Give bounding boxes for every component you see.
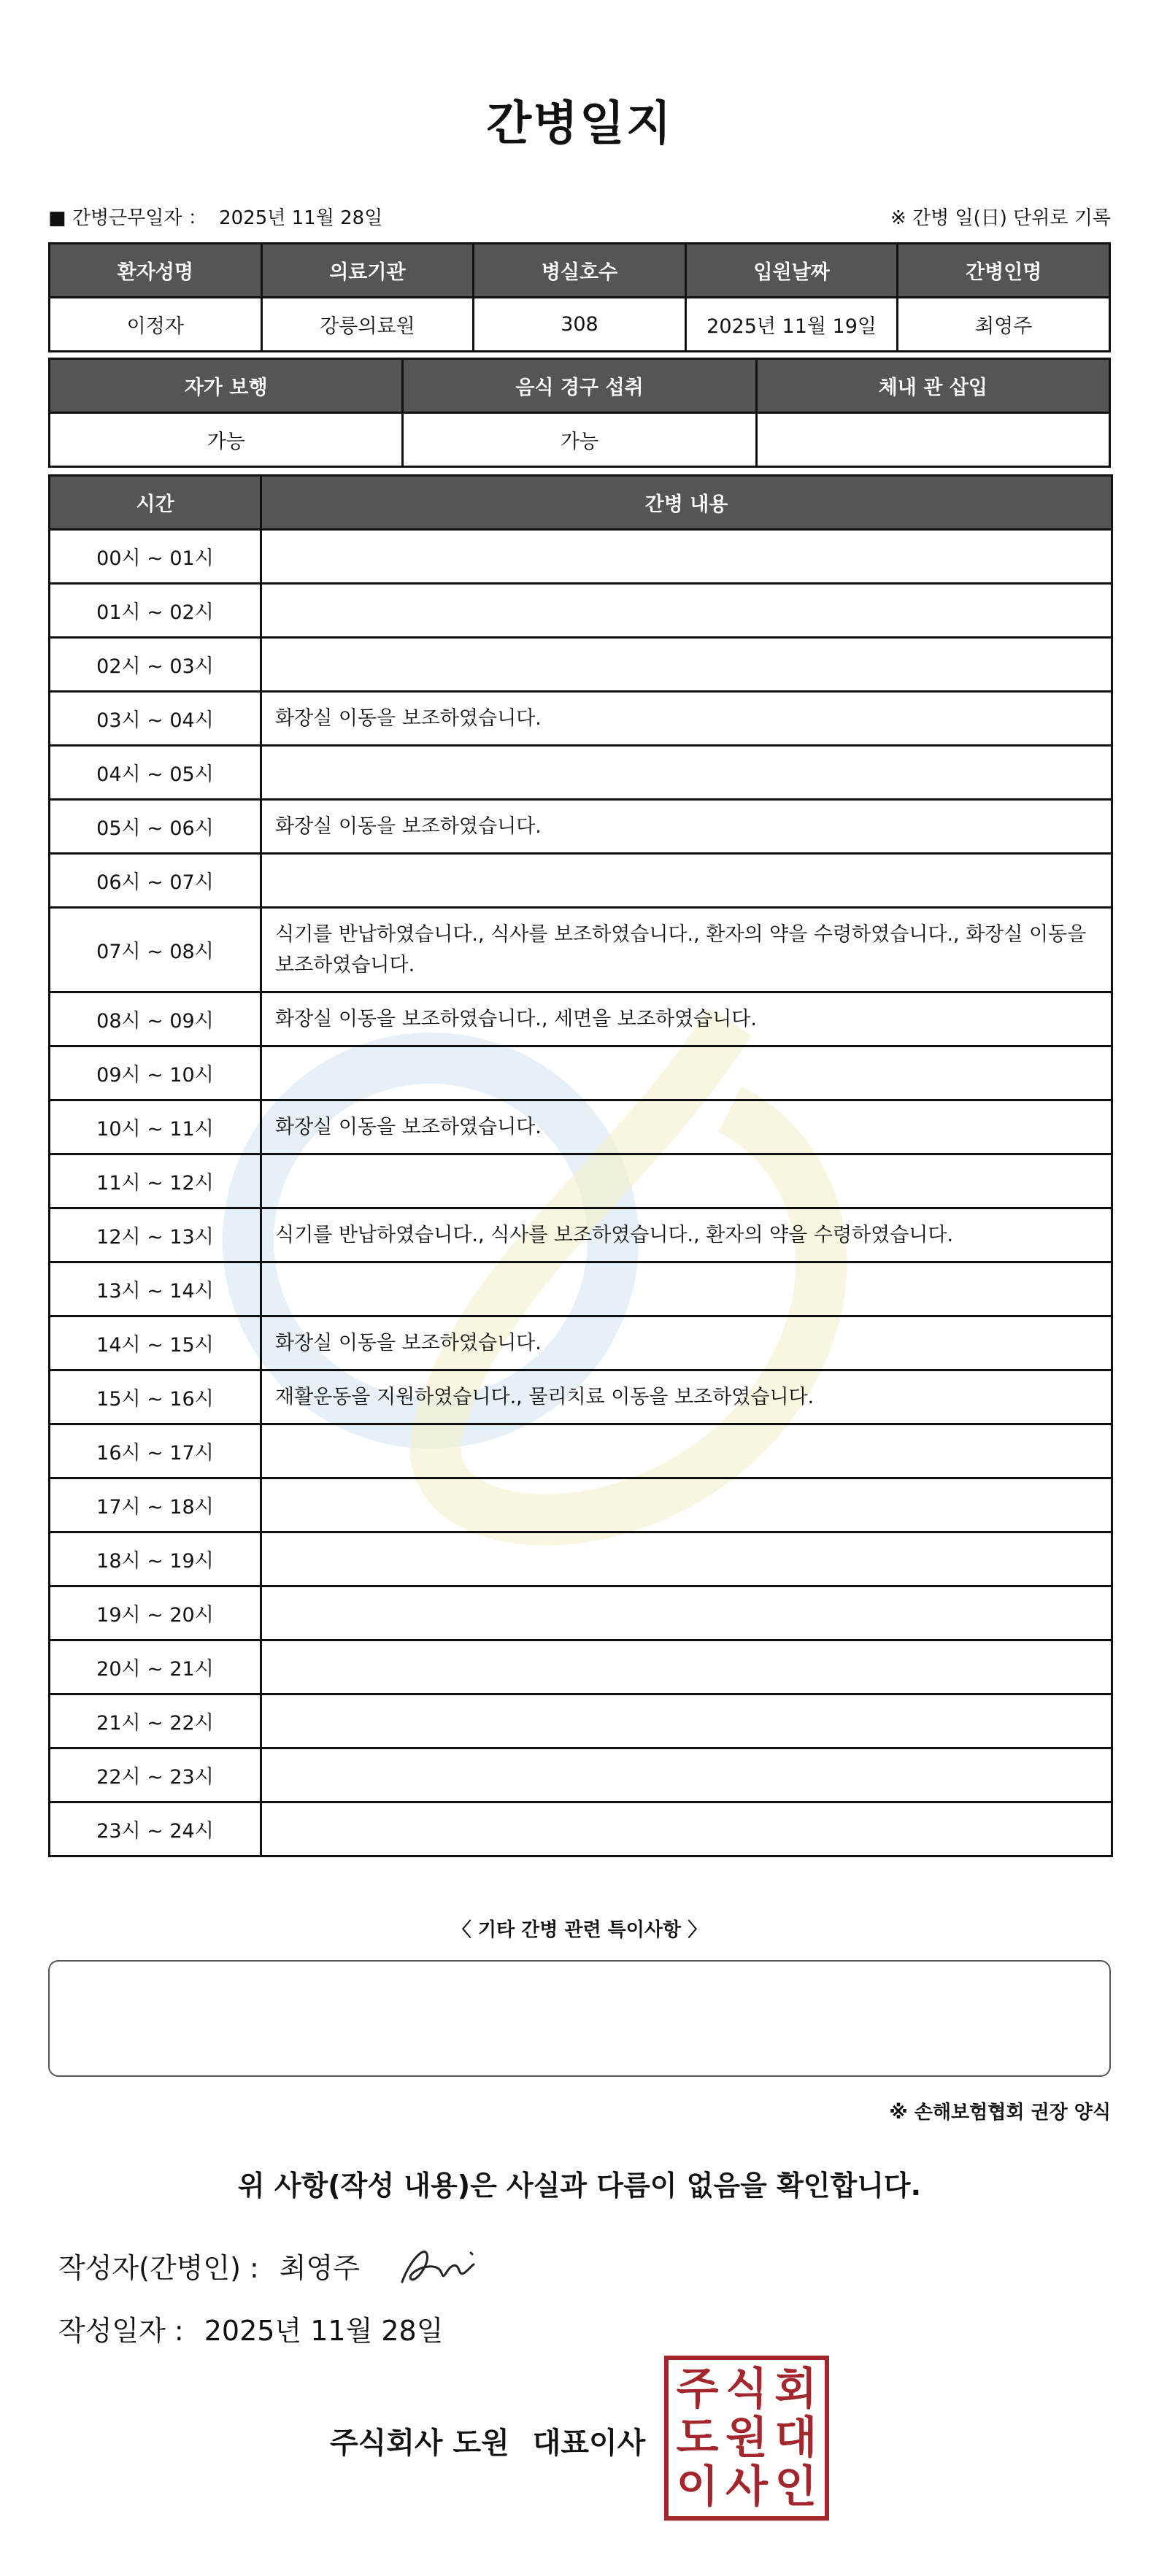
care-content: 화장실 이동을 보조하였습니다. (261, 1100, 1112, 1154)
time-slot: 04시 ~ 05시 (50, 746, 261, 800)
header-self-walking: 자가 보행 (50, 359, 403, 413)
table-row (50, 1586, 1112, 1640)
time-slot: 18시 ~ 19시 (50, 1532, 261, 1586)
time-slot: 02시 ~ 03시 (50, 638, 261, 692)
table-row (50, 1370, 1112, 1424)
time-slot: 11시 ~ 12시 (50, 1154, 261, 1208)
company-signature (330, 2420, 645, 2461)
table-row (50, 854, 1112, 908)
care-log-table (48, 474, 1113, 1857)
remarks-box (48, 1960, 1111, 2077)
seal-character: 이 (676, 2461, 719, 2513)
work-date-value: 2025년 11월 28일 (219, 207, 383, 229)
care-content (261, 1262, 1112, 1316)
time-slot: 01시 ~ 02시 (50, 584, 261, 638)
seal-character: 사 (725, 2461, 768, 2513)
table-row (50, 992, 1112, 1046)
table-row (50, 800, 1112, 854)
record-note: ※ 간병 일(日) 단위로 기록 (890, 207, 1111, 229)
header-patient-name: 환자성명 (50, 244, 262, 298)
care-content (261, 746, 1112, 800)
meta-row (48, 201, 1111, 231)
time-slot: 16시 ~ 17시 (50, 1424, 261, 1478)
care-content: 식기를 반납하였습니다., 식사를 보조하였습니다., 환자의 약을 수령하였습니다., 화장실 이동을 보조하였습니다. (261, 908, 1112, 992)
header-tube-insertion: 체내 관 삽입 (756, 359, 1109, 413)
time-slot: 22시 ~ 23시 (50, 1748, 261, 1802)
table-row (50, 1694, 1112, 1748)
table-row (50, 692, 1112, 746)
header-oral-intake: 음식 경구 섭취 (403, 359, 756, 413)
seal-character: 대 (774, 2412, 817, 2464)
care-content (261, 1154, 1112, 1208)
care-content (261, 584, 1112, 638)
header-care-content: 간병 내용 (261, 476, 1112, 530)
hospital: 강릉의료원 (261, 298, 474, 352)
header-hospital: 의료기관 (261, 244, 474, 298)
admission-date: 2025년 11월 19일 (685, 298, 898, 352)
time-slot: 07시 ~ 08시 (50, 908, 261, 992)
care-content (261, 1478, 1112, 1532)
patient-info-table (48, 242, 1111, 352)
table-row (50, 908, 1112, 992)
time-slot: 12시 ~ 13시 (50, 1208, 261, 1262)
time-slot: 06시 ~ 07시 (50, 854, 261, 908)
care-content (261, 1694, 1112, 1748)
header-time: 시간 (50, 476, 261, 530)
header-caregiver: 간병인명 (898, 244, 1110, 298)
table-row (50, 1208, 1112, 1262)
time-slot: 08시 ~ 09시 (50, 992, 261, 1046)
time-slot: 09시 ~ 10시 (50, 1046, 261, 1100)
written-date-value: 2025년 11월 28일 (204, 2314, 444, 2347)
care-content (261, 1046, 1112, 1100)
time-slot: 19시 ~ 20시 (50, 1586, 261, 1640)
table-row (50, 1316, 1112, 1370)
page-title: 간병일지 (486, 97, 673, 151)
care-content (261, 1424, 1112, 1478)
time-slot: 10시 ~ 11시 (50, 1100, 261, 1154)
seal-character: 도 (676, 2412, 719, 2464)
table-row (50, 638, 1112, 692)
patient-name: 이정자 (50, 298, 262, 352)
care-content (261, 1586, 1112, 1640)
seal-character: 원 (725, 2412, 768, 2464)
table-row (50, 1748, 1112, 1802)
header-room: 병실호수 (474, 244, 686, 298)
seal-character: 회 (774, 2363, 817, 2415)
remarks-content (50, 1962, 1109, 1985)
company-title: 대표이사 (532, 2426, 646, 2460)
table-row (50, 746, 1112, 800)
care-content (261, 1748, 1112, 1802)
room-number: 308 (474, 298, 686, 352)
care-content (261, 530, 1112, 584)
care-content (261, 1640, 1112, 1694)
time-slot: 15시 ~ 16시 (50, 1370, 261, 1424)
time-slot: 20시 ~ 21시 (50, 1640, 261, 1694)
care-content (261, 638, 1112, 692)
table-row (50, 530, 1112, 584)
time-slot: 21시 ~ 22시 (50, 1694, 261, 1748)
table-row (50, 1802, 1112, 1856)
care-content (261, 854, 1112, 908)
company-name: 주식회사 도원 (330, 2426, 509, 2460)
table-row (50, 1424, 1112, 1478)
oral-intake: 가능 (403, 413, 756, 467)
confirmation-statement: 위 사항(작성 내용)은 사실과 다름이 없음을 확인합니다. (237, 2170, 922, 2202)
caregiver-name: 최영주 (898, 298, 1110, 352)
work-date-label: ■ 간병근무일자 ： (48, 207, 207, 229)
status-info-table (48, 358, 1111, 468)
table-row (50, 1640, 1112, 1694)
company-seal (664, 2356, 829, 2521)
time-slot: 14시 ~ 15시 (50, 1316, 261, 1370)
time-slot: 23시 ~ 24시 (50, 1802, 261, 1856)
seal-character: 식 (725, 2363, 768, 2415)
care-content: 화장실 이동을 보조하였습니다. (261, 1316, 1112, 1370)
table-row (50, 1478, 1112, 1532)
care-content (261, 1532, 1112, 1586)
time-slot: 05시 ~ 06시 (50, 800, 261, 854)
time-slot: 00시 ~ 01시 (50, 530, 261, 584)
remarks-title: 〈 기타 간병 관련 특이사항 〉 (452, 1919, 707, 1941)
form-note: ※ 손해보험협회 권장 양식 (889, 2102, 1111, 2124)
writer-row (58, 2243, 490, 2287)
self-walking: 가능 (50, 413, 403, 467)
tube-insertion (756, 413, 1109, 467)
seal-character: 주 (676, 2363, 719, 2415)
care-content: 화장실 이동을 보조하였습니다., 세면을 보조하였습니다. (261, 992, 1112, 1046)
table-row (50, 1532, 1112, 1586)
signature-image (395, 2240, 490, 2291)
time-slot: 13시 ~ 14시 (50, 1262, 261, 1316)
care-content: 식기를 반납하였습니다., 식사를 보조하였습니다., 환자의 약을 수령하였습니다. (261, 1208, 1112, 1262)
table-row (50, 1154, 1112, 1208)
header-admission-date: 입원날짜 (685, 244, 898, 298)
time-slot: 17시 ~ 18시 (50, 1478, 261, 1532)
table-row (50, 1100, 1112, 1154)
time-slot: 03시 ~ 04시 (50, 692, 261, 746)
care-content (261, 1802, 1112, 1856)
care-content: 화장실 이동을 보조하였습니다. (261, 800, 1112, 854)
seal-character: 인 (774, 2461, 817, 2513)
writer-name: 최영주 (279, 2251, 360, 2284)
written-date-label: 작성일자 : (58, 2314, 184, 2347)
work-date (48, 203, 382, 230)
care-content: 화장실 이동을 보조하였습니다. (261, 692, 1112, 746)
care-content: 재활운동을 지원하였습니다., 물리치료 이동을 보조하였습니다. (261, 1370, 1112, 1424)
writer-label: 작성자(간병인) : (58, 2251, 259, 2284)
written-date-row (58, 2306, 443, 2350)
table-row (50, 1046, 1112, 1100)
table-row (50, 584, 1112, 638)
table-row (50, 1262, 1112, 1316)
